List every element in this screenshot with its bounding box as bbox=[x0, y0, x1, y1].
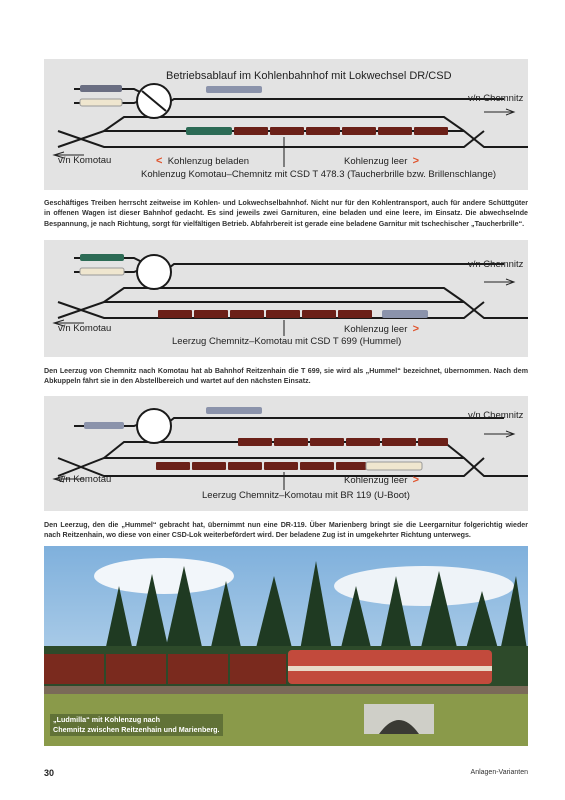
left-label: v/n Komotau bbox=[58, 155, 112, 166]
photo-caption bbox=[50, 714, 223, 736]
right-label: v/n Chemnitz bbox=[468, 259, 524, 270]
photo-caption-line-1: „Ludmilla“ mit Kohlenzug nach bbox=[53, 715, 161, 724]
arrow-right-icon: > bbox=[412, 155, 420, 167]
page-number: 30 bbox=[44, 768, 55, 778]
arrow-left-icon: < bbox=[156, 155, 163, 167]
diagram-caption: Leerzug Chemnitz–Komotau mit BR 119 (U-Boot) bbox=[202, 490, 410, 501]
bottom-right-label bbox=[344, 155, 419, 167]
diagram-3 bbox=[44, 396, 528, 511]
diagram-title: Betriebsablauf im Kohlenbahnhof mit Lokwechsel DR/CSD bbox=[166, 70, 452, 82]
left-label: v/n Komotau bbox=[58, 323, 112, 334]
diagram-caption: Leerzug Chemnitz–Komotau mit CSD T 699 (Hummel) bbox=[172, 336, 402, 347]
empty-train-label: Kohlenzug leer bbox=[344, 324, 408, 335]
paragraph-3: Den Leerzug, den die „Hummel“ gebracht hat, übernimmt nun eine DR-119. Über Marienberg bringt sie die Leergarnitur folgerichtig wieder nach Reitzenhain, wo diese von einer CSD-Lok weiterbefördert wird. Der beladene Zug ist in umgekehrter Richtung unterwegs. bbox=[44, 521, 528, 540]
photo-caption-line-2: Chemnitz zwischen Reitzenhain und Marienberg. bbox=[53, 725, 220, 734]
diagram-caption: Kohlenzug Komotau–Chemnitz mit CSD T 478.3 (Taucherbrille bzw. Brillenschlange) bbox=[141, 169, 497, 180]
footer-section: Anlagen-Varianten bbox=[470, 769, 528, 776]
bottom-right-label bbox=[344, 323, 419, 335]
empty-train-label: Kohlenzug leer bbox=[344, 156, 408, 167]
empty-train-label: Kohlenzug leer bbox=[344, 475, 408, 486]
diagram-1 bbox=[44, 59, 528, 190]
paragraph-2: Den Leerzug von Chemnitz nach Komotau hat ab Bahnhof Reitzenhain die T 699, sie wird als „Hummel“ bezeichnet, übernommen. Nach dem Abkuppeln fährt sie in den Abstellbereich und wartet auf den nächsten Einsatz. bbox=[44, 367, 528, 386]
right-label: v/n Chemnitz bbox=[468, 93, 524, 104]
arrow-right-icon: > bbox=[412, 474, 420, 486]
bottom-right-label bbox=[344, 474, 419, 486]
right-label: v/n Chemnitz bbox=[468, 410, 524, 421]
arrow-right-icon: > bbox=[412, 323, 420, 335]
loaded-train-label: Kohlenzug beladen bbox=[167, 156, 250, 167]
bottom-left-label bbox=[156, 155, 249, 167]
paragraph-1: Geschäftiges Treiben herrscht zeitweise im Kohlen- und Lokwechselbahnhof. Nicht nur für den Kohlentransport, auch für andere Schüttgüter in offenen Wagen ist dieser Bahnhof gedacht. Es sind jeweils zwei Garnituren, eine beladen und eine leere, im Einsatz. Die abwechselnde Bespannung, je nach Richtung, sorgt für vielfältigen Betrieb. Abfahrbereit ist gerade eine beladene Garnitur mit tschechischer „Taucherbrille“. bbox=[44, 199, 528, 228]
model-railway-photo bbox=[44, 546, 528, 746]
left-label: v/n Komotau bbox=[58, 474, 112, 485]
diagram-2 bbox=[44, 240, 528, 357]
